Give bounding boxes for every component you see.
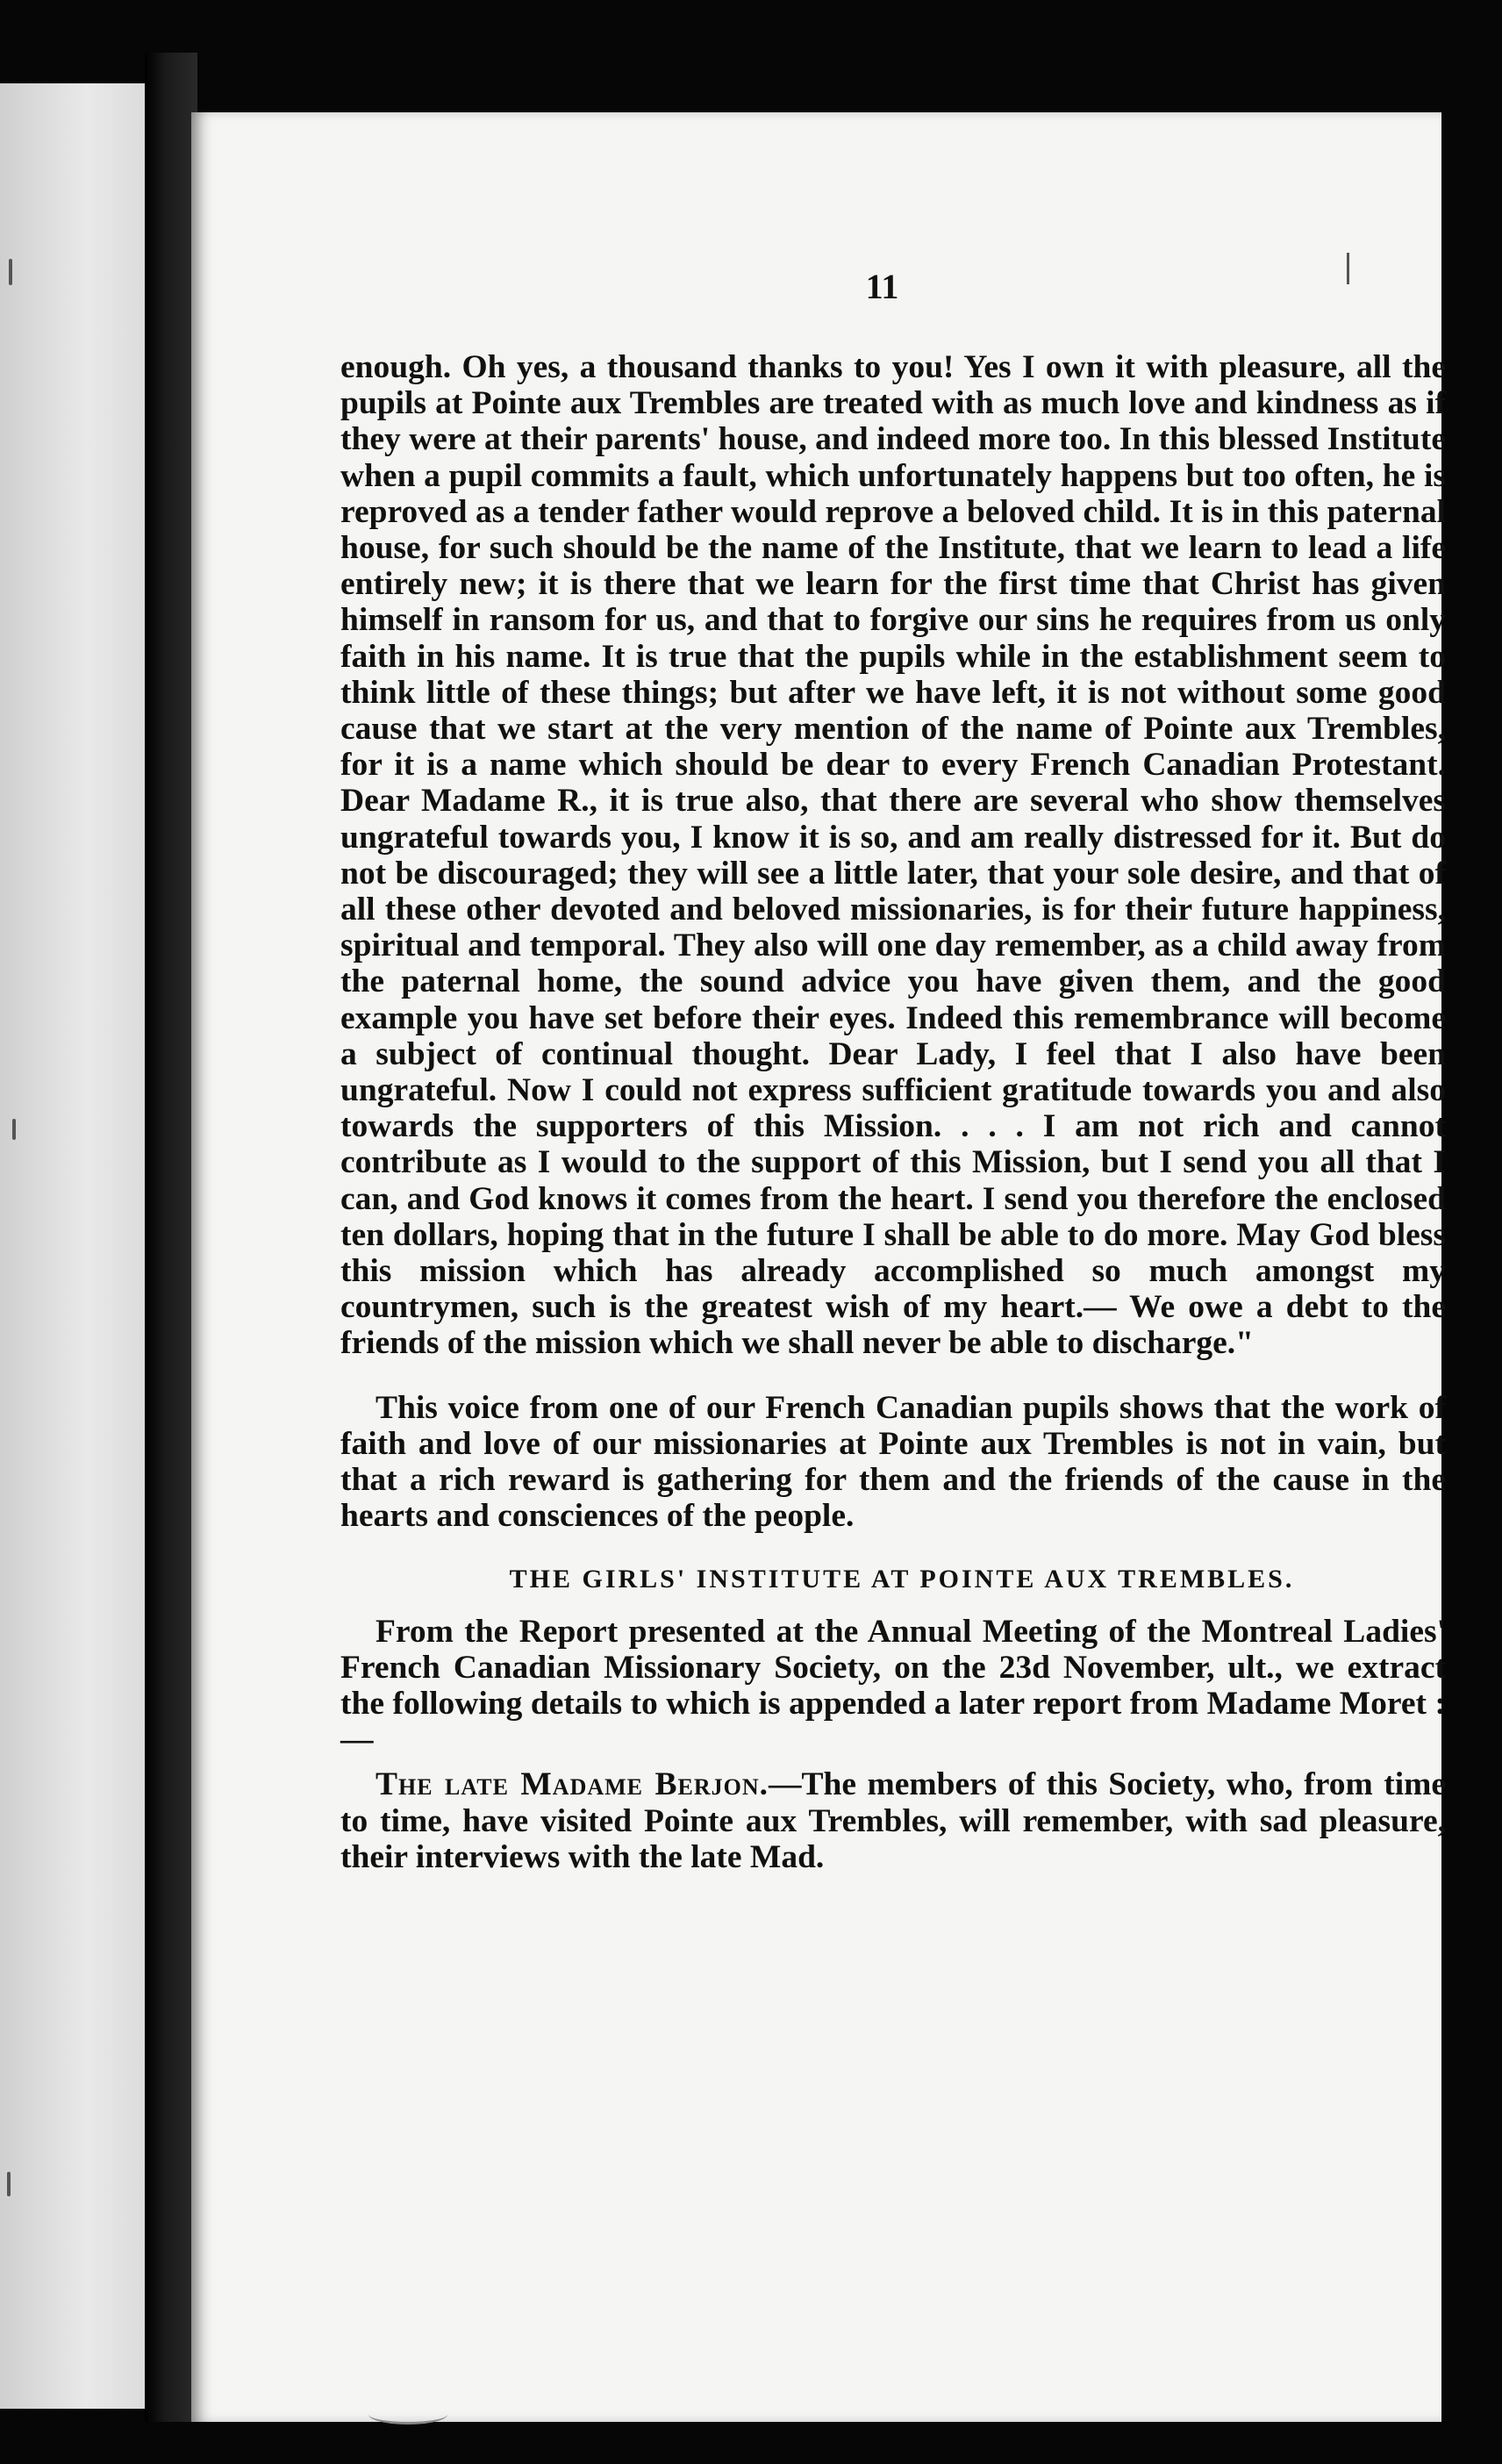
binding-gutter: [145, 53, 197, 2422]
berjon-lead: The late Madame Berjon.: [376, 1766, 769, 1803]
adjacent-page-edge: [0, 83, 145, 2409]
scan-mark: [12, 1119, 16, 1140]
report-intro-paragraph: From the Report presented at the Annual Meeting of the Montreal Ladies' French Canadian Missionary Society, on the 23d November, ult., we extract the following details to which is appended a later report from Madame Moret :—: [340, 1613, 1446, 1758]
commentary-paragraph: This voice from one of our French Canadian pupils shows that the work of faith and love of our missionaries at Pointe aux Trembles is not in vain, but that a rich reward is gathering for them and the friends of the cause in the hearts and consciences of the people.: [340, 1389, 1446, 1535]
document-page: [191, 112, 1446, 2422]
berjon-text: —The members of this Society, who, from time to time, have visited Pointe aux Trembles, will remember, with sad pleasure, their interviews with the late Mad.: [340, 1766, 1446, 1875]
scan-mark: [9, 259, 12, 285]
berjon-paragraph: [340, 1766, 1446, 1875]
page-number: 11: [865, 267, 899, 306]
section-heading: THE GIRLS' INSTITUTE AT POINTE AUX TREMBLES.: [509, 1564, 1295, 1594]
page-body: [340, 349, 1446, 1875]
scan-mark: [368, 2404, 447, 2425]
letter-continuation-paragraph: enough. Oh yes, a thousand thanks to you! Yes I own it with pleasure, all the pupils at Pointe aux Trembles are treated with as much love and kindness as if they were at their parents' house, and indeed more too. In this blessed Institute when a pupil commits a fault, which unfortunately happens but too often, he is reproved as a tender father would reprove a beloved child. It is in this paternal house, for such should be the name of the Institute, that we learn to lead a life entirely new; it is there that we learn for the first time that Christ has given himself in ransom for us, and that to forgive our sins he requires from us only faith in his name. It is true that the pupils while in the establishment seem to think little of these things; but after we have left, it is not without some good cause that we start at the very mention of the name of Pointe aux Trembles, for it is a name which should be dear to every French Canadian Protestant. Dear Madame R., it is true also, that there are several who show themselves ungrateful towards you, I know it is so, and am really distressed for it. But do not be discouraged; they will see a little later, that your sole desire, and that of all these other devoted and beloved missionaries, is for their future happiness, spiritual and temporal. They also will one day remember, as a child away from the paternal home, the sound advice you have given them, and the good example you have set before their eyes. Indeed this remembrance will become a subject of continual thought. Dear Lady, I feel that I also have been ungrateful. Now I could not express sufficient gratitude towards you and also towards the supporters of this Mission. . . . I am not rich and cannot contribute as I would to the support of this Mission, but I send you all that I can, and God knows it comes from the heart. I send you therefore the enclosed ten dollars, hoping that in the future I shall be able to do more. May God bless this mission which has already accomplished so much amongst my countrymen, such is the greatest wish of my heart.— We owe a debt to the friends of the mission which we shall never be able to discharge.": [340, 349, 1446, 1362]
scan-mark: [7, 2172, 11, 2196]
